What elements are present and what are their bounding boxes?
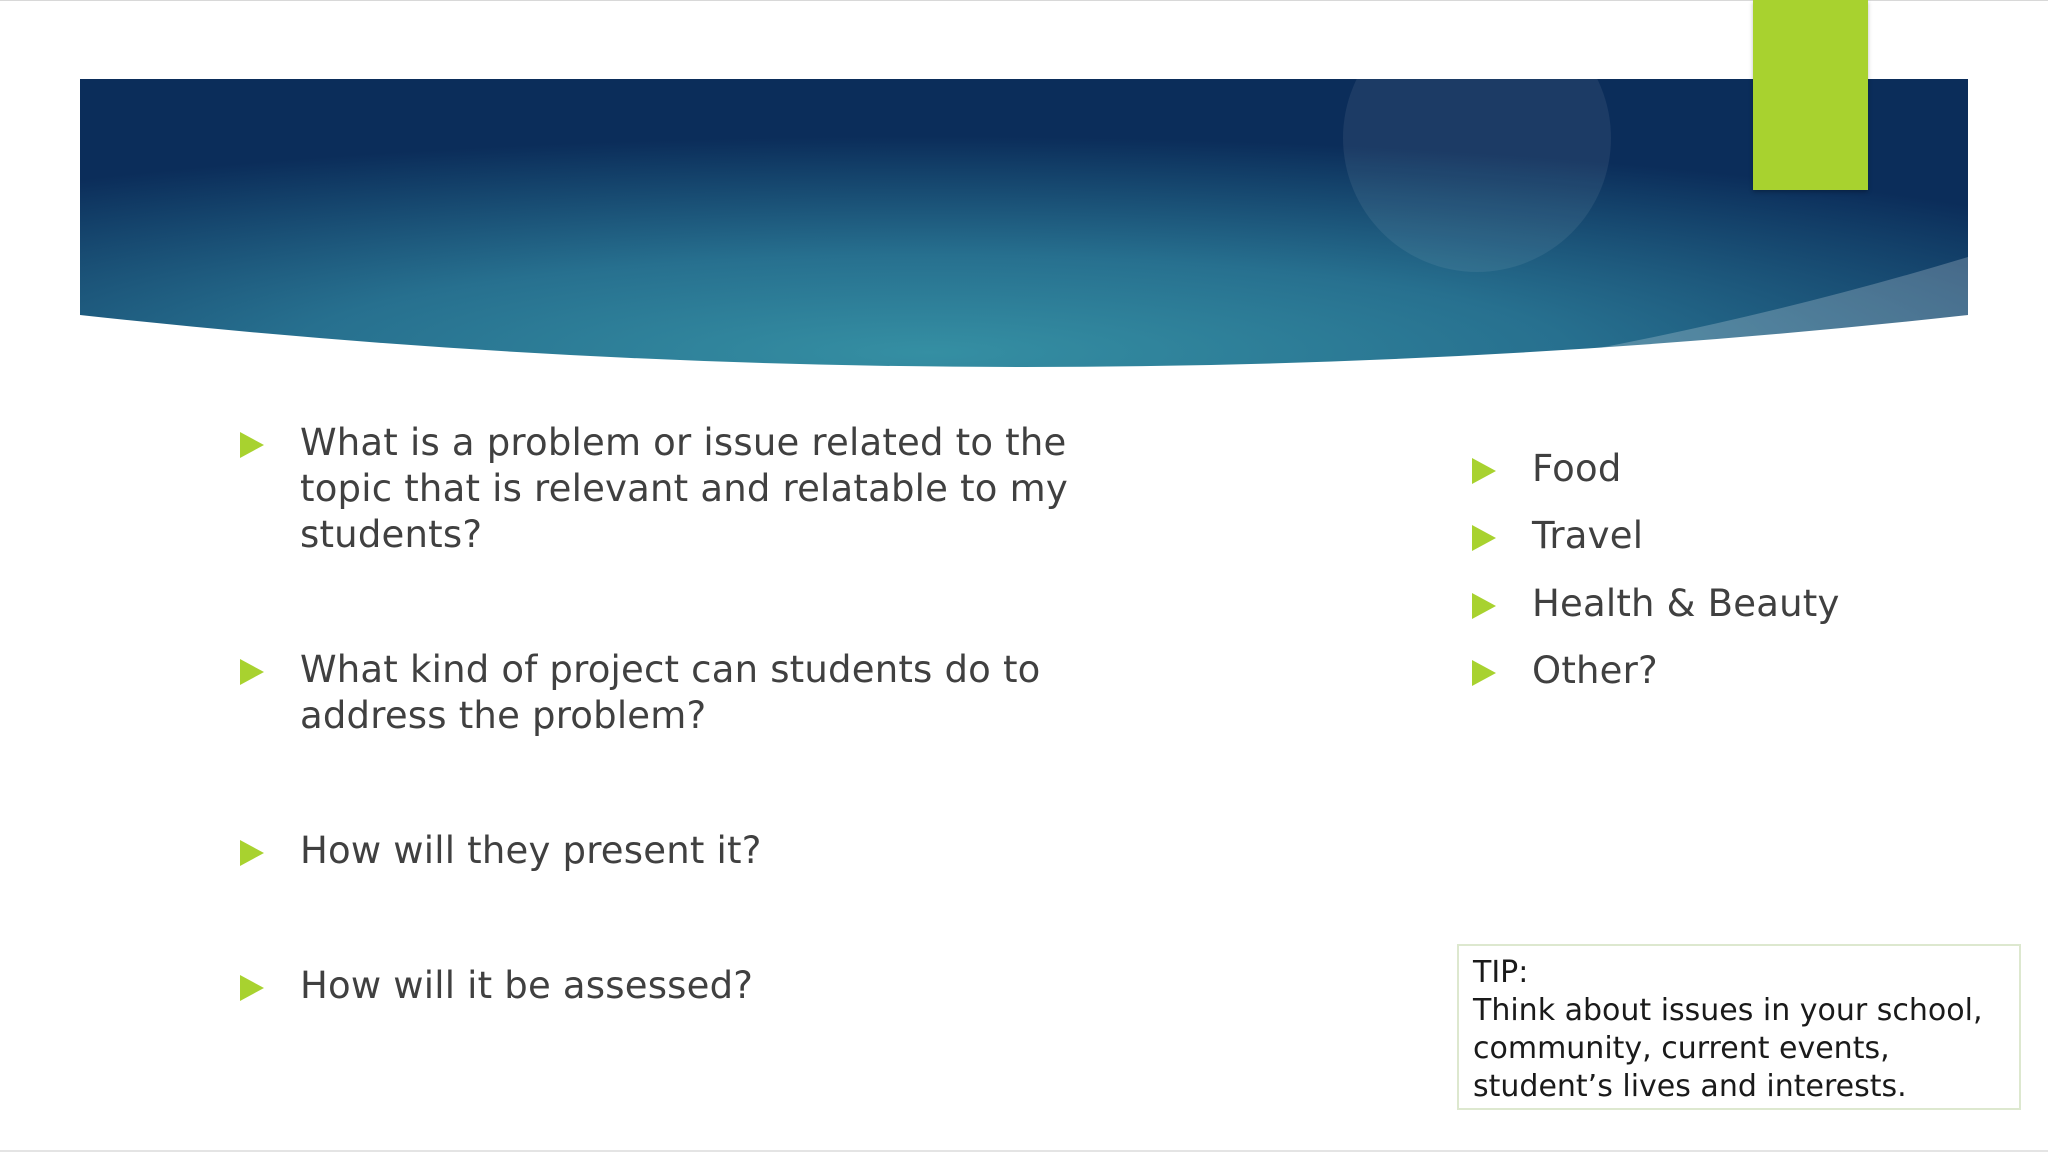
bullet-item-assess — [240, 963, 1120, 1009]
accent-tab — [1753, 0, 1868, 190]
tip-title: TIP: — [1473, 955, 1529, 990]
triangle-bullet-icon — [1472, 660, 1496, 686]
slide-top-border — [0, 0, 2048, 1]
bullet-text: How will it be assessed? — [300, 964, 754, 1007]
bullet-text: How will they present it? — [300, 829, 762, 872]
bullet-text: Health & Beauty — [1532, 582, 1840, 625]
bullet-item-health-beauty — [1472, 581, 1972, 627]
triangle-bullet-icon — [240, 975, 264, 1001]
bullet-item-present — [240, 828, 1120, 874]
bullet-item-problem — [240, 420, 1120, 558]
triangle-bullet-icon — [240, 840, 264, 866]
bullet-item-project — [240, 647, 1120, 739]
bullet-text: What kind of project can students do to address the problem? — [300, 648, 1041, 737]
tip-body: Think about issues in your school, community, current events, student’s lives and interests. — [1473, 993, 1983, 1104]
triangle-bullet-icon — [1472, 458, 1496, 484]
bullet-item-other — [1472, 648, 1972, 694]
tip-box — [1457, 944, 2021, 1110]
bullet-item-travel — [1472, 513, 1972, 559]
banner-shape — [80, 79, 1968, 367]
bullet-text: Travel — [1532, 514, 1644, 557]
bullet-text: What is a problem or issue related to the topic that is relevant and relatable to my students? — [300, 421, 1068, 556]
header-banner — [80, 79, 1968, 381]
triangle-bullet-icon — [240, 432, 264, 458]
triangle-bullet-icon — [240, 659, 264, 685]
bullet-text: Food — [1532, 447, 1622, 490]
triangle-bullet-icon — [1472, 525, 1496, 551]
bullet-text: Other? — [1532, 649, 1658, 692]
bullet-item-food — [1472, 446, 1972, 492]
triangle-bullet-icon — [1472, 593, 1496, 619]
